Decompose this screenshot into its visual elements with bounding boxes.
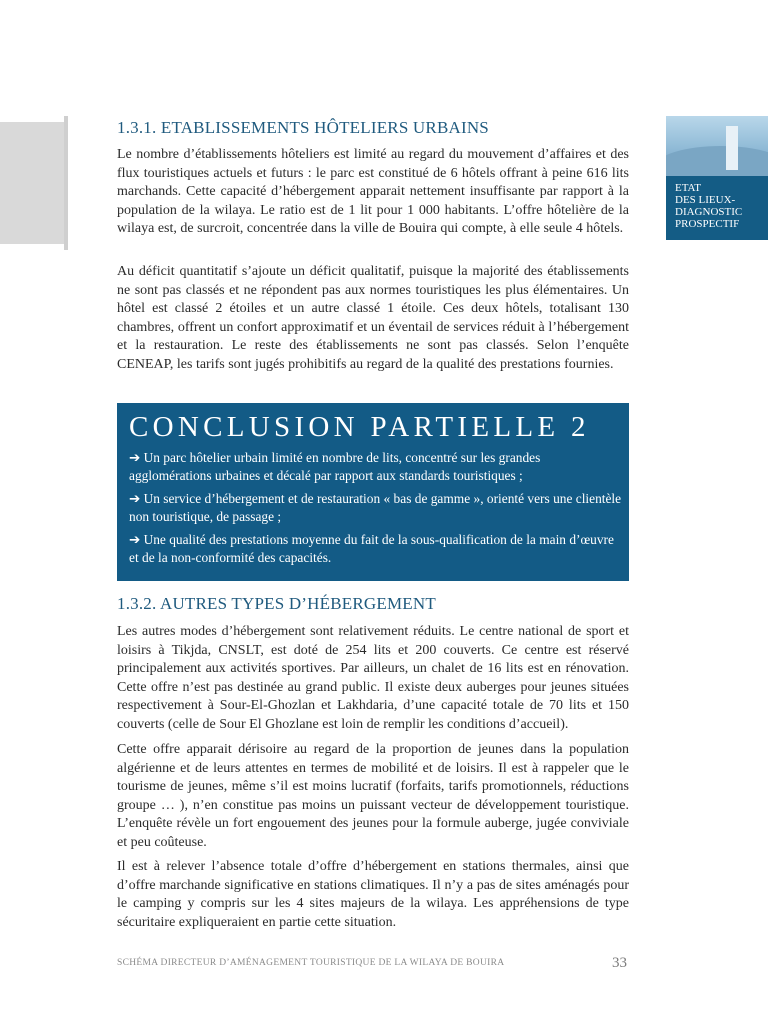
chapter-photo <box>666 116 768 176</box>
tower-shape <box>726 126 738 170</box>
conclusion-title: CONCLUSION PARTIELLE 2 <box>129 411 590 443</box>
conclusion-item: ➔ Un parc hôtelier urbain limité en nombre de lits, concentré sur les grandes agglomérations urbaines et décalé par rapport aux standards touristiques ; <box>129 450 541 483</box>
left-margin-band <box>0 122 64 244</box>
page-number: 33 <box>612 955 627 971</box>
paragraph: Les autres modes d’hébergement sont relativement réduits. Le centre national de sport et loisirs à Tikjda, CNSLT, est doté de 254 lits et 200 couverts. Ce centre est réservé principalement aux activités sportives. Par ailleurs, un chalet de 16 lits est en rénovation. Cette offre n’est pas destinée au grand public. Il existe deux auberges pour jeunes situées respectivement à Sour-El-Ghozlan et Lakhdaria, d’une capacité totale de 70 lits et 150 couverts (celle de Sour El Ghozlane est loin de remplir les conditions d’accueil). <box>117 624 629 732</box>
footer-title: SCHÉMA DIRECTEUR D’AMÉNAGEMENT TOURISTIQUE DE LA WILAYA DE BOUIRA <box>117 958 505 968</box>
chapter-label-line: ETAT <box>675 182 702 194</box>
conclusion-item: ➔ Une qualité des prestations moyenne du fait de la sous-qualification de la main d’œuvre et de la non-conformité des capacités. <box>129 532 614 565</box>
paragraph: Cette offre apparait dérisoire au regard de la proportion de jeunes dans la population algérienne et de leurs attentes en termes de mobilité et de loisirs. Il est à rappeler que le tourisme de jeunes, même s’il est moins lucratif (forfaits, tarifs promotionnels, réductions groupe … ), n’en constitue pas moins un puissant vecteur de développement touristique. L’enquête révèle un fort engouement des jeunes pour la formule auberge, jugée conviviale et peu coûteuse. <box>117 742 629 850</box>
paragraph: Le nombre d’établissements hôteliers est limité au regard du mouvement d’affaires et des flux touristiques actuels et futurs : le parc est constitué de 6 hôtels offrant à peine 616 lits marchands. Cette capacité d’hébergement apparait nettement insuffisante par rapport à la population de la wilaya. Le ratio est de 1 lit pour 1 000 habitants. L’offre hôtelière de la wilaya est, de surcroit, concentrée dans la ville de Bouira qui compte, à elle seule 4 hôtels. <box>117 147 629 237</box>
conclusion-item: ➔ Un service d’hébergement et de restauration « bas de gamme », orienté vers une clientèle non touristique, de passage ; <box>129 491 622 524</box>
chapter-label <box>675 182 767 230</box>
section-title-other-lodging: 1.3.2. AUTRES TYPES D’HÉBERGEMENT <box>117 594 436 613</box>
section-title-hotels: 1.3.1. ETABLISSEMENTS HÔTELIERS URBAINS <box>117 118 489 137</box>
chapter-label-line: DIAGNOSTIC <box>675 206 743 218</box>
chapter-label-line: PROSPECTIF <box>675 218 740 230</box>
paragraph: Au déficit quantitatif s’ajoute un déficit qualitatif, puisque la majorité des établissements ne sont pas classés et ne répondent pas aux normes touristiques les plus élémentaires. Un hôtel est classé 2 étoiles et un autre classé 1 étoile. Ces deux hôtels, totalisant 130 chambres, offrent un confort approximatif et un éventail de services réduit à l’hébergement et la restauration. Le reste des établissements ne sont pas classés. Selon l’enquête CENEAP, les tarifs sont jugés prohibitifs au regard de la qualité des prestations fournies. <box>117 264 629 372</box>
chapter-side-tab <box>666 116 768 240</box>
chapter-label-line: DES LIEUX- <box>675 194 736 206</box>
conclusion-box <box>117 403 629 581</box>
paragraph: Il est à relever l’absence totale d’offre d’hébergement en stations thermales, ainsi que d’offre marchande significative en stations climatiques. Il n’y a pas de sites aménagés pour le camping y compris sur les 4 sites majeurs de la wilaya. Les appréhensions de type sécuritaire expliqueraient en partie cette situation. <box>117 859 629 930</box>
mountain-shape <box>666 146 768 176</box>
left-margin-rule <box>64 116 68 250</box>
